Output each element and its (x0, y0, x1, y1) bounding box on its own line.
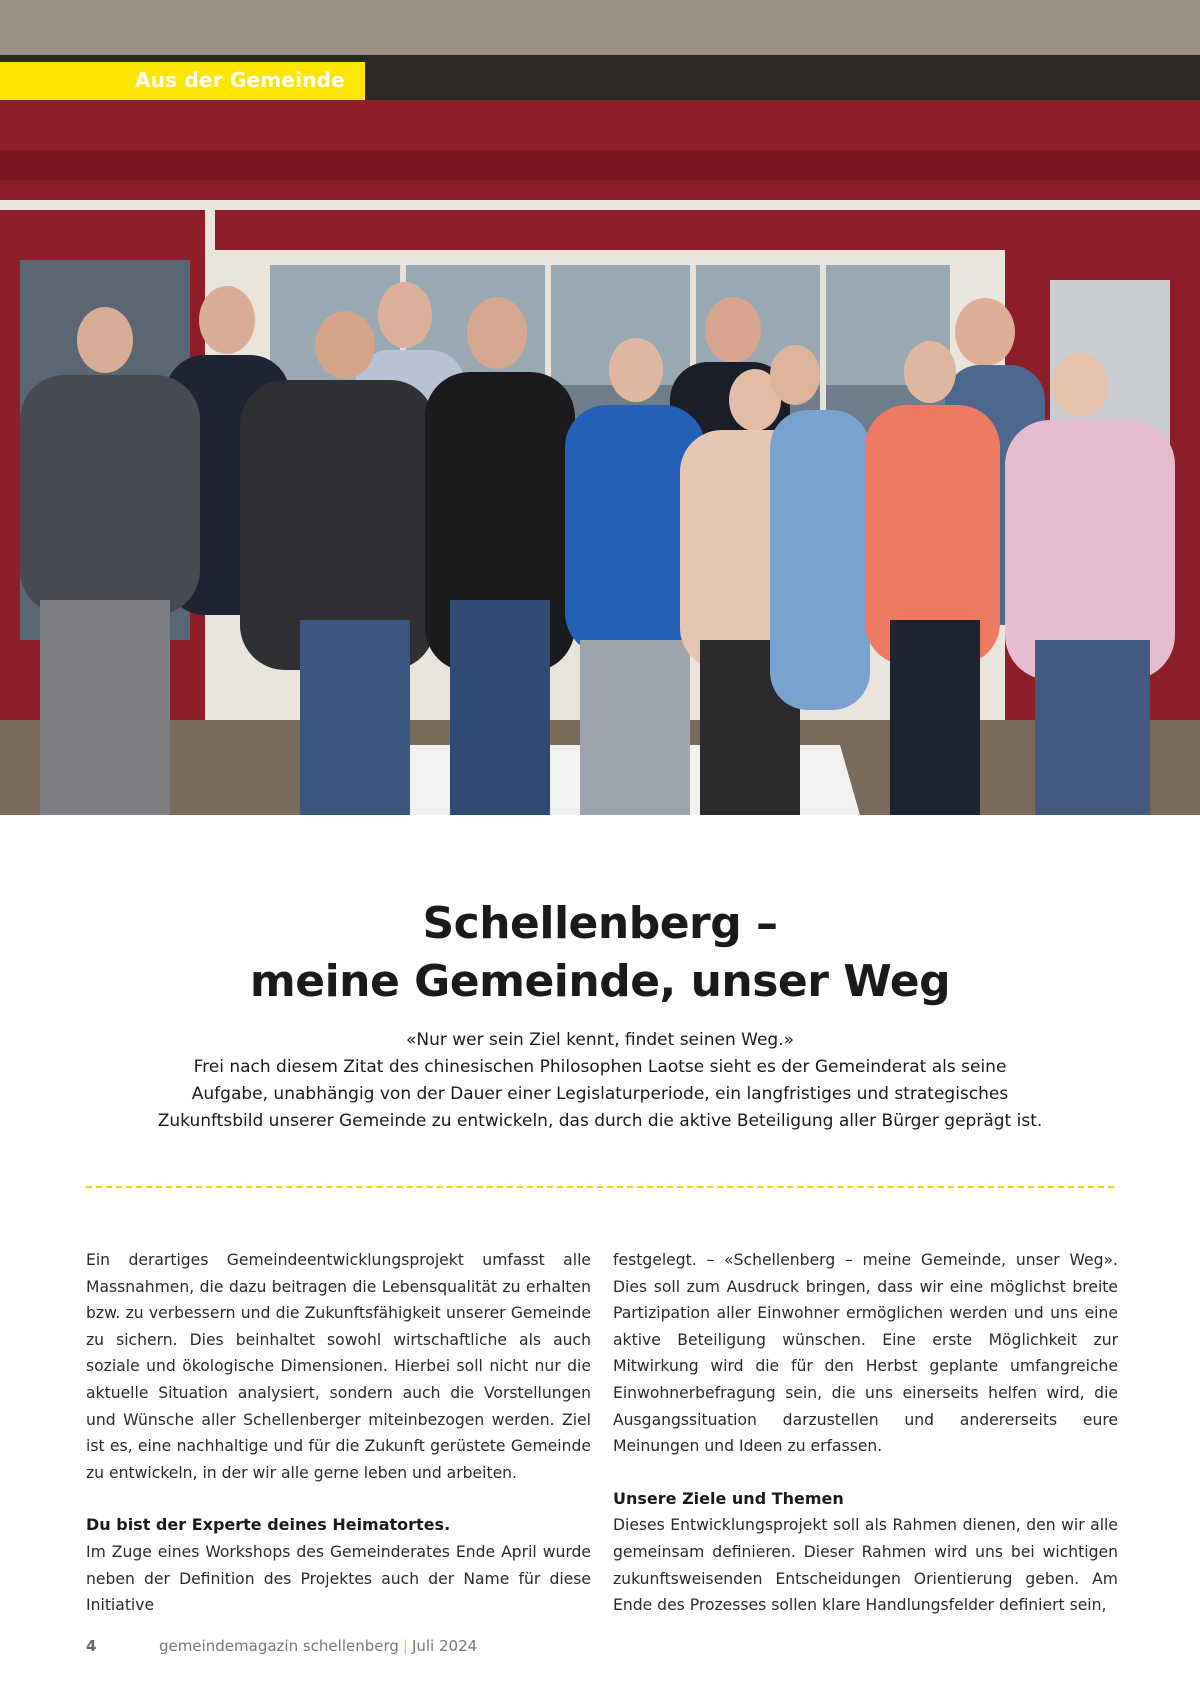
left-paragraph-2: Im Zuge eines Workshops des Gemeinderates Ende April wurde neben der Definition des Projektes auch der Name für diese Initiative (86, 1542, 591, 1615)
dashed-divider (86, 1186, 1114, 1188)
issue-date: Juli 2024 (411, 1637, 478, 1655)
article-title (0, 895, 1200, 1011)
right-column (613, 1247, 1118, 1619)
right-subheading: Unsere Ziele und Themen (613, 1488, 844, 1508)
page-number: 4 (86, 1637, 97, 1655)
title-line-2: meine Gemeinde, unser Weg (249, 956, 951, 1007)
lead-line-2: Frei nach diesem Zitat des chinesischen Philosophen Laotse sieht es der Gemeinderat als seine (193, 1057, 1007, 1077)
title-line-1: Schellenberg – (422, 898, 778, 949)
left-paragraph-1: Ein derartiges Gemeindeentwicklungsprojekt umfasst alle Massnahmen, die dazu beitragen die Lebensqualität zu erhalten bzw. zu verbessern und die Zukunftsfähigkeit unserer Gemeinde zu sichern. Dies beinhaltet sowohl wirtschaftliche als auch soziale und ökologische Dimensionen. Hierbei soll nicht nur die aktuelle Situation analysiert, sondern auch die Vorstellungen und Wünsche aller Schellenberger miteinbezogen werden. Ziel ist es, eine nachhaltige und für die Zukunft gerüstete Gemeinde zu entwickeln, in der wir alle gerne leben und arbeiten. (86, 1251, 591, 1482)
left-column (86, 1247, 591, 1619)
lead-line-3: Aufgabe, unabhängig von der Dauer einer Legislaturperiode, ein langfristiges und strategisches (191, 1084, 1009, 1104)
group-photo (0, 0, 1200, 815)
lead-quote: «Nur wer sein Ziel kennt, findet seinen Weg.» (405, 1030, 795, 1050)
footer-separator: | (402, 1637, 408, 1655)
magazine-line (159, 1637, 477, 1655)
category-label: Aus der Gemeinde (135, 68, 345, 92)
group-photo-illustration (0, 0, 1200, 815)
magazine-name: gemeindemagazin schellenberg (159, 1637, 399, 1655)
article-lead (100, 1027, 1100, 1135)
right-paragraph-2: Dieses Entwicklungsprojekt soll als Rahmen dienen, den wir alle gemeinsam definieren. Dieser Rahmen wird uns bei wichtigen zukunftsweisenden Entscheidungen Orientierung geben. Am Ende des Prozesses sollen klare Handlungsfelder definiert sein, (613, 1516, 1118, 1615)
right-paragraph-1: festgelegt. – «Schellenberg – meine Gemeinde, unser Weg». Dies soll zum Ausdruck bringen, dass wir eine möglichst breite Partizipation aller Einwohner ermöglichen werden und uns eine aktive Beteiligung wünschen. Eine erste Möglichkeit zur Mitwirkung wird die für den Herbst geplante umfangreiche Einwohnerbefragung sein, die uns einerseits helfen wird, die Ausgangssituation darzustellen und andererseits eure Meinungen und Ideen zu erfassen. (613, 1251, 1118, 1456)
lead-line-4: Zukunftsbild unserer Gemeinde zu entwickeln, das durch die aktive Beteiligung aller Bürger geprägt ist. (157, 1111, 1043, 1131)
left-subheading: Du bist der Experte deines Heimatortes. (86, 1515, 451, 1535)
